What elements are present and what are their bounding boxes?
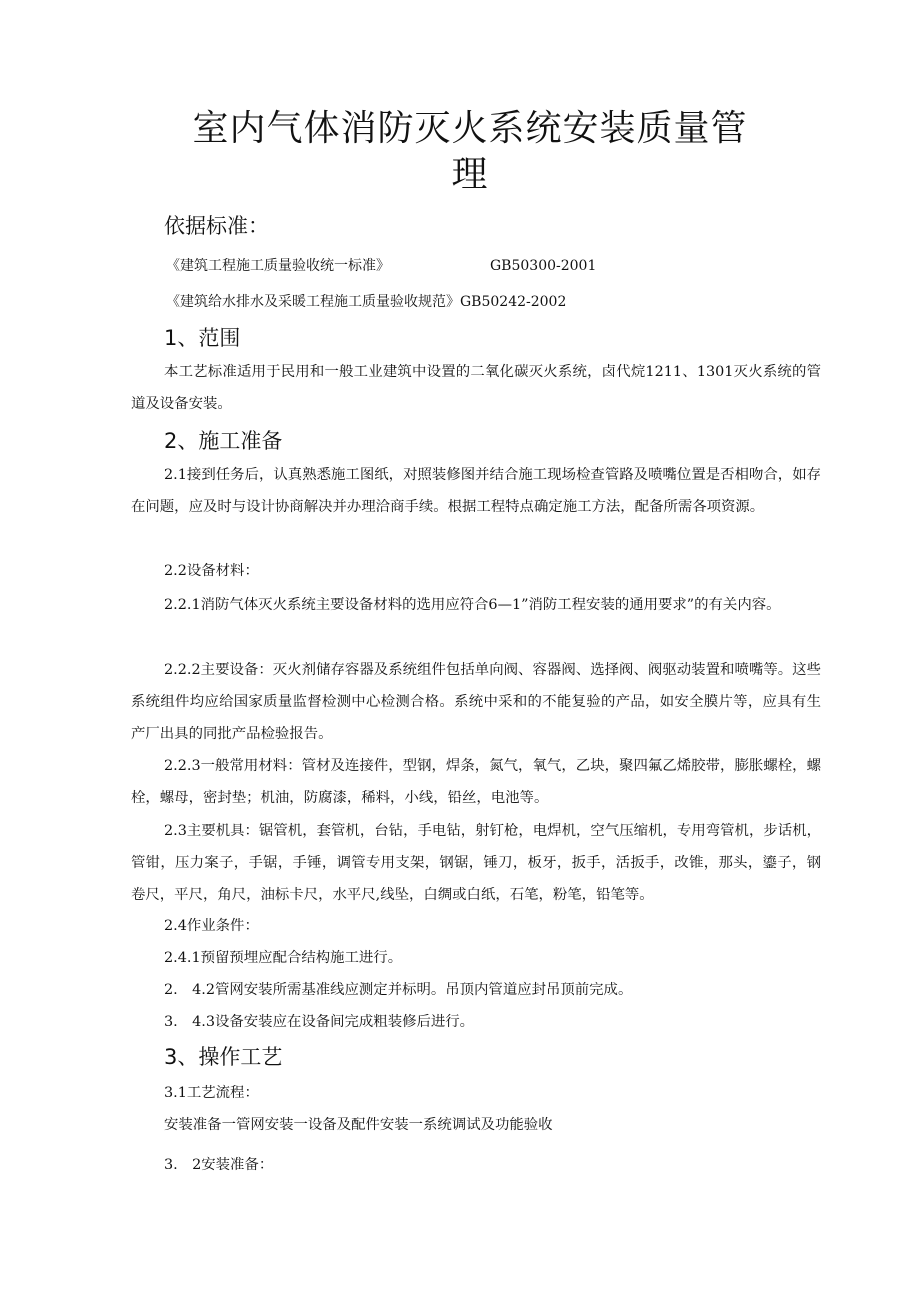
process-flow: 安装准备一管网安装一设备及配件安装一系统调试及功能验收 [164, 1117, 553, 1133]
paragraph-2-1: 2.1接到任务后，认真熟悉施工图纸，对照装修图并结合施工现场检查管路及喷嘴位置是否相吻合，如存在问题，应及时与设计协商解决并办理洽商手续。根据工程特点确定施工方法，配备所需各项资源。 [131, 467, 821, 515]
paragraph-2-4-2: 2. 4.2管网安装所需基准线应测定并标明。吊顶内管道应封吊顶前完成。 [164, 982, 633, 998]
standard-code: GB50242-2002 [460, 294, 567, 310]
section-1-paragraph: 本工艺标准适用于民用和一般工业建筑中设置的二氧化碳灭火系统，卤代烷1211、1301灭火系统的管道及设备安装。 [131, 364, 821, 412]
paragraph-2-2-2: 2.2.2主要设备：灭火剂储存容器及系统组件包括单向阀、容器阀、选择阀、阀驱动装置和喷嘴等。这些系统组件均应给国家质量监督检测中心检测合格。系统中采和的不能复验的产品，如安全膜片等，应具有生产厂出具的同批产品检验报告。 [131, 662, 821, 742]
paragraph-3-1: 3.1工艺流程： [164, 1085, 259, 1101]
paragraph-3-2: 3. 2安装准备： [164, 1157, 274, 1173]
paragraph-2-3: 2.3主要机具：锯管机，套管机，台钻，手电钻，射钉枪，电焊机，空气压缩机，专用弯管机，步话机，管钳，压力案子，手锯，手锤，调管专用支架，钢锯，锤刀，板牙，扳手，活扳手，改锥，那头，鎏子，钢卷尺，平尺，角尺，油标卡尺，水平尺,线坠，白绸或白纸，石笔，粉笔，铅笔等。 [131, 823, 821, 903]
standard-item-1 [166, 256, 596, 276]
paragraph-2-2: 2.2设备材料： [164, 563, 259, 579]
section-1-heading: 1、范围 [164, 326, 241, 350]
paragraph-2-2-3: 2.2.3一般常用材料：管材及连接件，型钢，焊条，氮气，氧气，乙块，聚四氟乙烯胶带，膨胀螺栓，螺栓，螺母，密封垫；机油，防腐漆，稀料，小线，铅丝，电池等。 [131, 758, 821, 806]
standard-name: 《建筑工程施工质量验收统一标准》 [166, 258, 390, 274]
document-title-line1: 室内气体消防灭火系统安装质量管 [192, 108, 748, 149]
standard-name: 《建筑给水排水及采暖工程施工质量验收规范》 [166, 294, 460, 310]
paragraph-2-4: 2.4作业条件： [164, 918, 259, 934]
section-3-heading: 3、操作工艺 [164, 1045, 283, 1069]
paragraph-2-2-1: 2.2.1消防气体灭火系统主要设备材料的选用应符合6—1”消防工程安装的通用要求”的有关内容。 [164, 597, 781, 613]
document-title-line2: 理 [451, 154, 489, 195]
standard-code: GB50300-2001 [490, 258, 597, 274]
section-2-heading: 2、施工准备 [164, 429, 283, 453]
paragraph-2-4-3: 3. 4.3设备安装应在设备间完成粗装修后进行。 [164, 1014, 475, 1030]
standard-item-2 [166, 292, 566, 312]
basis-heading: 依据标准： [164, 214, 269, 238]
paragraph-2-4-1: 2.4.1预留预埋应配合结构施工进行。 [164, 950, 403, 966]
